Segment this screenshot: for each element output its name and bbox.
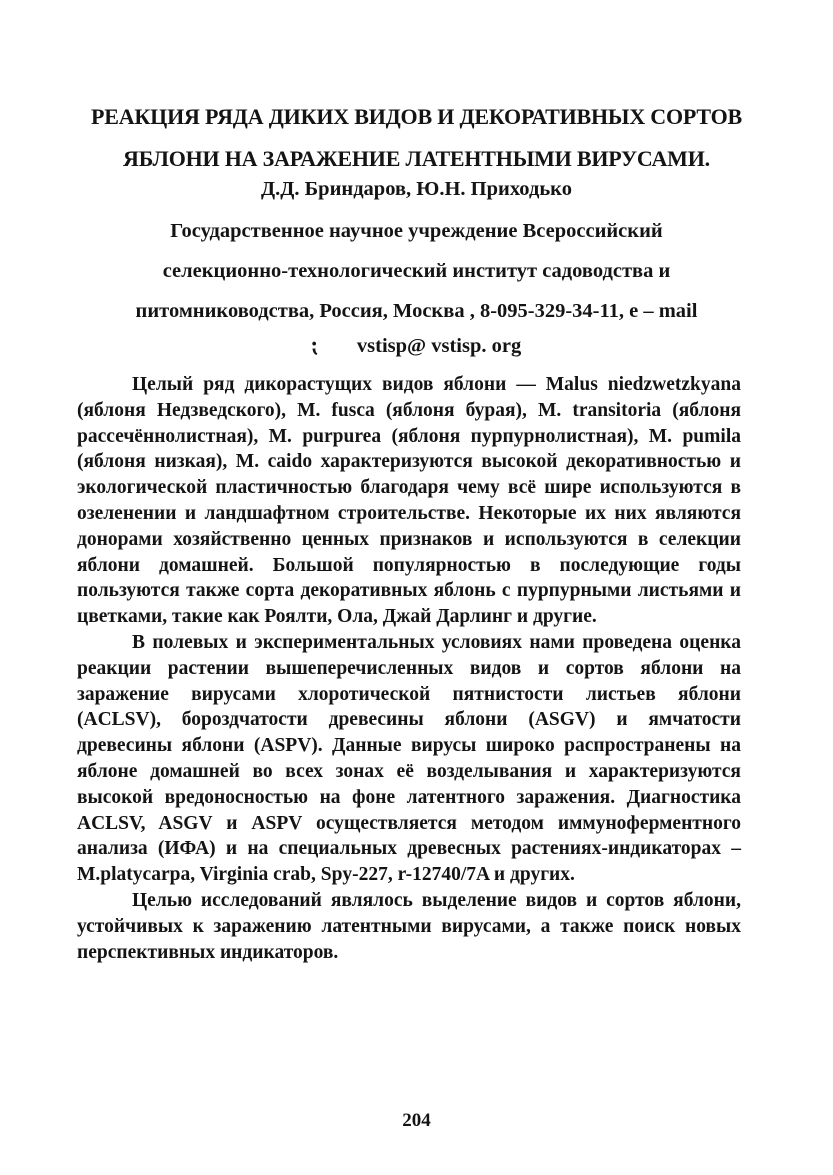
authors: Д.Д. Бриндаров, Ю.Н. Приходько bbox=[261, 178, 572, 200]
affiliation-line-3: питомниководства, Россия, Москва , 8-095-329-34-11, e – mail bbox=[135, 300, 698, 322]
article-title bbox=[60, 96, 773, 180]
article-body bbox=[77, 372, 741, 965]
email-address: vstisp@ vstisp. org bbox=[356, 335, 522, 357]
affiliation-line-2: селекционно-технологический институт садоводства и bbox=[162, 260, 671, 282]
affiliation-line-1: Государственное научное учреждение Всероссийский bbox=[170, 220, 663, 242]
paragraph: В полевых и экспериментальных условиях нами проведена оценка реакции растении вышеперечисленных видов и сортов яблони на заражение вирусами хлоротической пятнистости листьев яблони (ACLSV), бороздчатости древесины яблони (ASGV) и ямчатости древесины яблони (ASPV). Данные вирусы широко распространены на яблоне домашней во всех зонах её возделывания и характеризуются высокой вредоносностью на фоне латентного заражения. Диагностика ACLSV, ASGV и ASPV осуществляется методом иммуноферментного анализа (ИФА) и на специальных древесных растениях-индикаторах – M.platycarpa, Virginia crab, Spy-227, r-12740/7A и других. bbox=[77, 631, 741, 886]
page-number: 204 bbox=[402, 1110, 431, 1131]
paragraph: Целый ряд дикорастущих видов яблони — Malus niedzwetzkyana (яблоня Недзведского), M. fusca (яблоня бурая), M. transitoria (яблоня рассечённолистная), M. purpurea (яблоня пурпурнолистная), M. pumila (яблоня низкая), M. caido характеризуются высокой декоративностью и экологической пластичностью благодаря чему всё шире используются в озеленении и ландшафтном строительстве. Некоторые их них являются донорами хозяйственно ценных признаков и используются в селекции яблони домашней. Большой популярностью в последующие годы пользуются также сорта декоративных яблонь с пурпурными листьями и цветками, такие как Роялти, Ола, Джай Дарлинг и другие. bbox=[77, 374, 741, 628]
affiliation bbox=[60, 211, 773, 331]
title-line-1: РЕАКЦИЯ РЯДА ДИКИХ ВИДОВ И ДЕКОРАТИВНЫХ СОРТОВ bbox=[91, 104, 742, 129]
paragraph: Целью исследований являлось выделение видов и сортов яблони, устойчивых к заражению латентными вирусами, а также поиск новых перспективных индикаторов. bbox=[77, 889, 741, 963]
email-line bbox=[60, 331, 773, 361]
title-line-2: ЯБЛОНИ НА ЗАРАЖЕНИЕ ЛАТЕНТНЫМИ ВИРУСАМИ. bbox=[123, 146, 710, 171]
stray-mark: ⁏ bbox=[311, 335, 320, 357]
